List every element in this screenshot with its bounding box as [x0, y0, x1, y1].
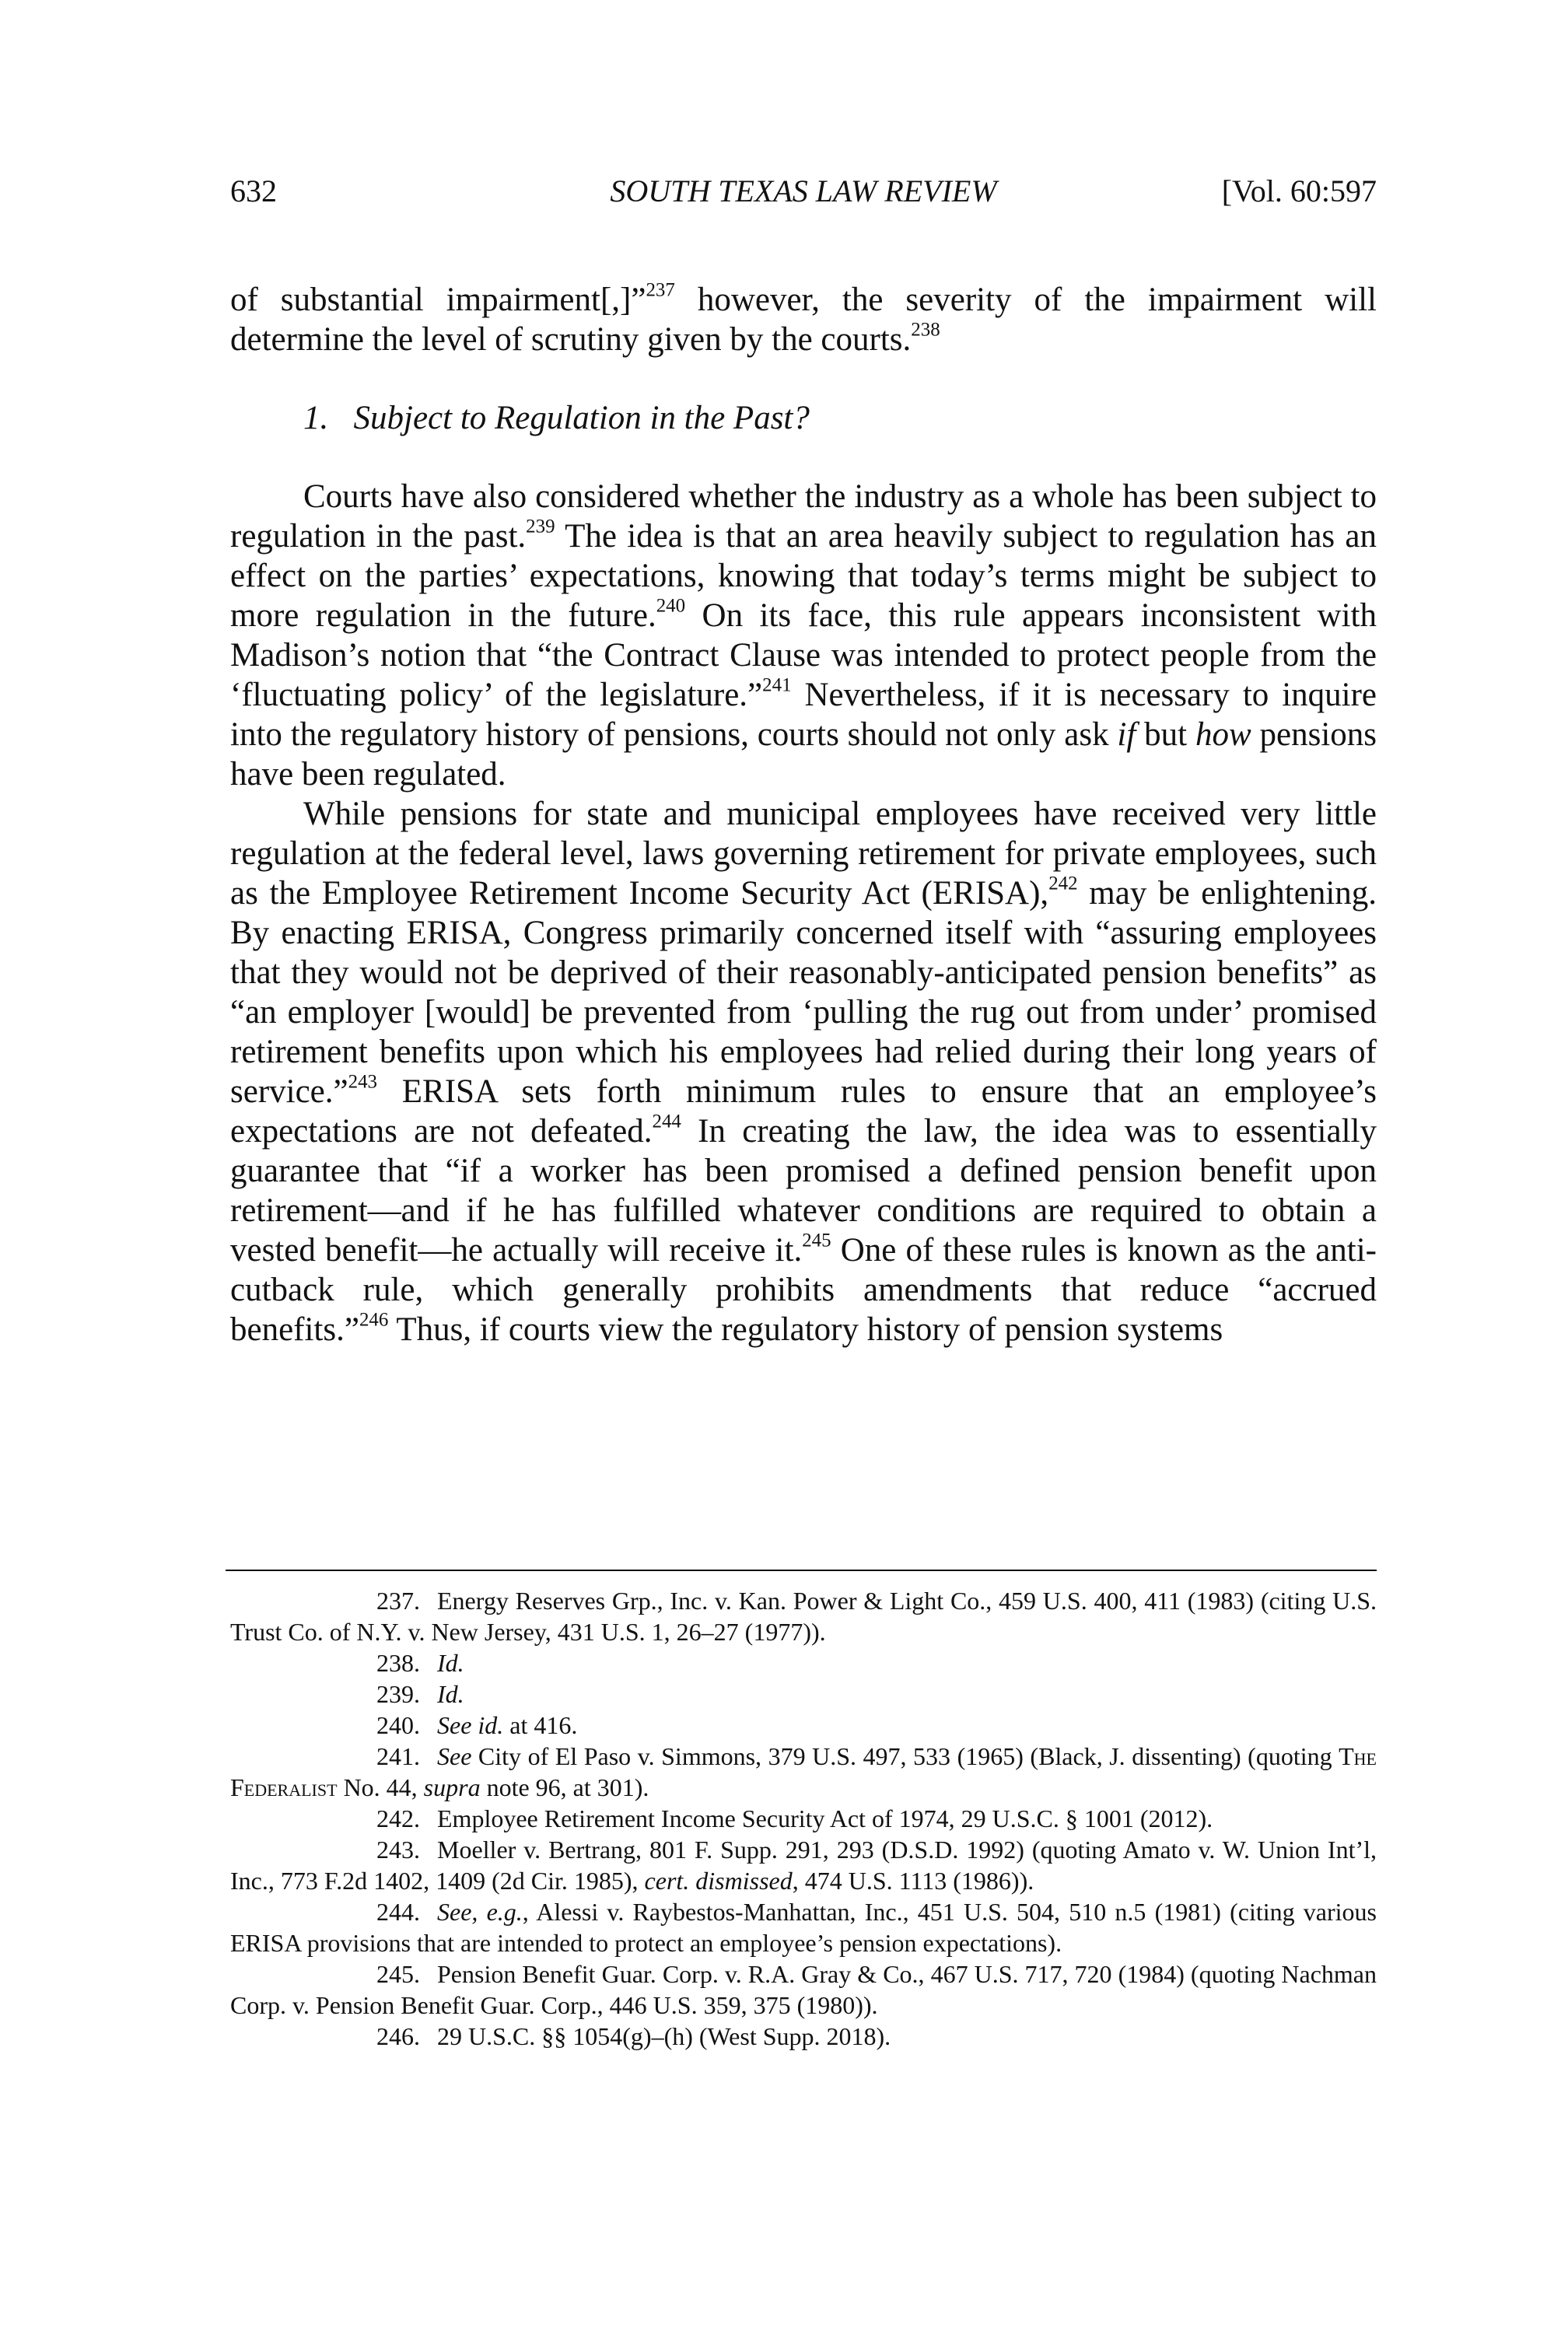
footnote-ref: 243 [348, 1071, 377, 1093]
footnote-number: 238. [376, 1649, 420, 1677]
footnote-text: note 96, at 301). [480, 1773, 649, 1801]
footnote-ref: 240 [656, 595, 686, 617]
text-run: pensions have been regulated. [230, 716, 1377, 793]
volume-citation: [Vol. 60:597 [1221, 173, 1377, 208]
footnote-ref: 237 [646, 279, 675, 301]
footnote-text: 29 U.S.C. §§ 1054(g)–(h) (West Supp. 2018). [437, 2022, 891, 2050]
footnote-ref: 245 [802, 1230, 831, 1251]
text-run: ERISA sets forth minimum rules to ensure that an employee’s expectations are not defeated. [230, 1073, 1377, 1150]
footnote-divider [226, 1570, 1377, 1571]
footnote-text: Id. [437, 1649, 464, 1677]
footnote-number: 245. [376, 1960, 420, 1988]
footnote-ref: 241 [762, 674, 792, 696]
footnote-number: 239. [376, 1680, 420, 1708]
footnote-245 [230, 1958, 1377, 2021]
text-run: One of these rules is known as the anti-cutback rule, which generally prohibits amendments that reduce “accrued benefits.” [230, 1232, 1377, 1348]
footnote-ref: 239 [526, 516, 555, 537]
footnote-text: No. 44, [337, 1773, 424, 1801]
footnote-ref: 242 [1048, 873, 1078, 894]
journal-title: SOUTH TEXAS LAW REVIEW [610, 173, 997, 208]
main-text [230, 280, 1377, 1349]
text-run: While pensions for state and municipal employees have received very little regulation at the federal level, laws governing retirement for private employees, such as the Employee Retirement Income Security Act (ERISA), [230, 796, 1377, 912]
footnote-text: , Alessi v. Raybestos-Manhattan, Inc., 451 U.S. 504, 510 n.5 (1981) (citing various ERISA provisions that are intended to protect an employee’s pension expectations). [230, 1898, 1377, 1957]
citation-signal: See, e.g. [437, 1898, 523, 1926]
text-run: of substantial impairment[,]” [230, 282, 646, 318]
footnote-number: 244. [376, 1898, 420, 1926]
paragraph-continued [230, 280, 1377, 359]
running-header [230, 168, 1377, 215]
subheading-number: 1. [303, 400, 329, 436]
footnote-241 [230, 1741, 1377, 1803]
footnote-text: Employee Retirement Income Security Act of 1974, 29 U.S.C. § 1001 (2012). [437, 1804, 1213, 1832]
subheading-title: Subject to Regulation in the Past? [353, 400, 810, 436]
footnote-237 [230, 1585, 1377, 1647]
footnote-text: City of El Paso v. Simmons, 379 U.S. 497, 533 (1965) (Black, J. dissenting) (quoting [471, 1742, 1339, 1770]
footnote-number: 243. [376, 1836, 420, 1864]
footnote-text: Id. [437, 1680, 464, 1708]
footnote-number: 246. [376, 2022, 420, 2050]
footnote-244 [230, 1896, 1377, 1958]
footnote-240 [230, 1710, 1377, 1741]
text-run: however, the severity of the impairment will determine the level of scrutiny given by the courts. [230, 282, 1377, 358]
footnote-242 [230, 1803, 1377, 1834]
footnote-number: 237. [376, 1587, 420, 1615]
text-run: but [1136, 716, 1195, 753]
text-run: Thus, if courts view the regulatory history of pension systems [388, 1311, 1223, 1348]
italic-text: if [1117, 716, 1136, 753]
paragraph [230, 477, 1377, 794]
text-run: On its face, this rule appears inconsistent with Madison’s notion that “the Contract Clause was intended to protect people from the ‘fluctuating policy’ of the legislature.” [230, 597, 1377, 713]
section-subheading [230, 398, 1377, 438]
text-run: In creating the law, the idea was to essentially guarantee that “if a worker has been promised a defined pension benefit upon retirement—and if he has fulfilled whatever conditions are required to obtain a vested benefit—he actually will receive it. [230, 1113, 1377, 1269]
small-caps-text: The Federalist [230, 1742, 1377, 1801]
footnote-text: Energy Reserves Grp., Inc. v. Kan. Power & Light Co., 459 U.S. 400, 411 (1983) (citing U.S. Trust Co. of N.Y. v. New Jersey, 431 U.S. 1, 26–27 (1977)). [230, 1587, 1377, 1646]
text-run: Courts have also considered whether the industry as a whole has been subject to regulation in the past. [230, 478, 1377, 555]
italic-text: supra [423, 1773, 481, 1801]
citation-signal: See [437, 1742, 472, 1770]
page-number: 632 [230, 173, 277, 208]
footnote-text: , 474 U.S. 1113 (1986)). [792, 1867, 1034, 1895]
footnote-239 [230, 1678, 1377, 1710]
footnote-number: 241. [376, 1742, 420, 1770]
footnote-246 [230, 2021, 1377, 2052]
footnotes [230, 1585, 1377, 2052]
italic-text: cert. dismissed [644, 1867, 793, 1895]
text-run: Nevertheless, if it is necessary to inquire into the regulatory history of pensions, courts should not only ask [230, 677, 1377, 753]
footnote-text: at 416. [503, 1711, 578, 1739]
text-run: may be enlightening. By enacting ERISA, Congress primarily concerned itself with “assuring employees that they would not be deprived of their reasonably-anticipated pension benefits” as “an employer [would] be prevented from ‘pulling the rug out from under’ promised retirement benefits upon which his employees had relied during their long years of service.” [230, 875, 1377, 1110]
footnote-text: Moeller v. Bertrang, 801 F. Supp. 291, 293 (D.S.D. 1992) (quoting Amato v. W. Union Int’l, Inc., 773 F.2d 1402, 1409 (2d Cir. 1985), [230, 1836, 1377, 1895]
italic-text: how [1195, 716, 1251, 753]
footnote-243 [230, 1834, 1377, 1896]
footnote-number: 242. [376, 1804, 420, 1832]
footnote-ref: 246 [359, 1309, 389, 1331]
paragraph [230, 794, 1377, 1349]
footnote-238 [230, 1647, 1377, 1678]
text-run: The idea is that an area heavily subject to regulation has an effect on the parties’ expectations, knowing that today’s terms might be subject to more regulation in the future. [230, 518, 1377, 634]
footnote-text: Pension Benefit Guar. Corp. v. R.A. Gray & Co., 467 U.S. 717, 720 (1984) (quoting Nachman Corp. v. Pension Benefit Guar. Corp., 446 U.S. 359, 375 (1980)). [230, 1960, 1377, 2019]
citation-signal: See id. [437, 1711, 504, 1739]
footnote-number: 240. [376, 1711, 420, 1739]
footnote-ref: 238 [911, 319, 940, 341]
footnote-ref: 244 [652, 1111, 681, 1132]
